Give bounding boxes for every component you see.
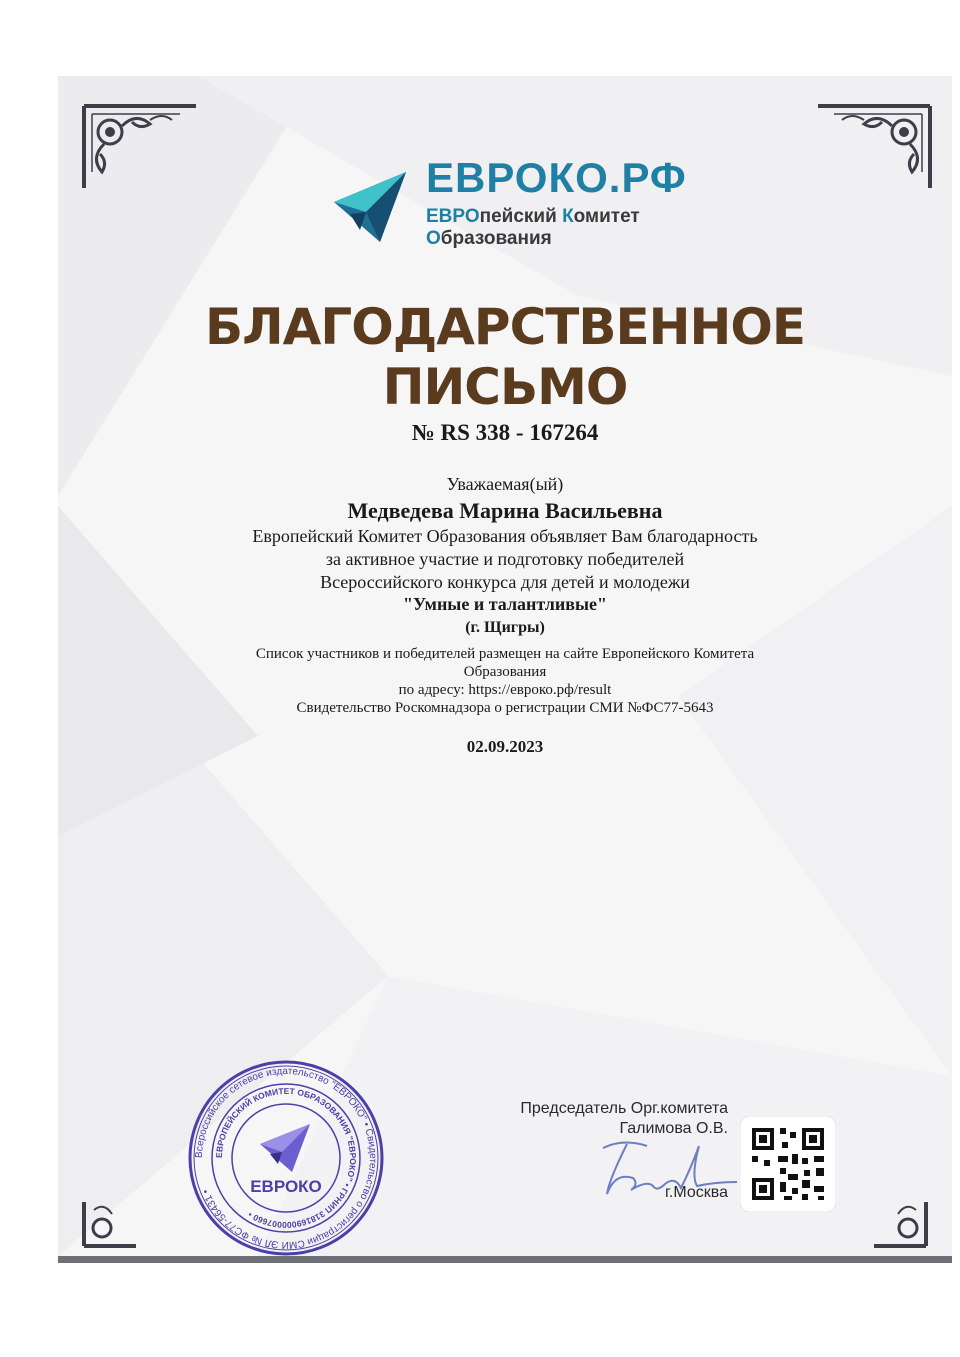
document-date: 02.09.2023 [466,737,544,756]
qr-code-icon[interactable] [740,1116,836,1212]
corner-ornament-bottom-left-icon [80,1198,140,1250]
note-line2: Образования [463,664,547,680]
contest-title: "Умные и талантливые" [402,594,608,614]
logo-subtitle-line1: ЕВРОпейский Комитет [426,206,640,227]
body-text-line3: Всероссийского конкурса для детей и молодежи [320,572,690,592]
document-number: № RS 338 - 167264 [411,420,599,445]
salutation: Уважаемая(ый) [446,474,564,494]
organization-stamp [186,1058,386,1258]
logo-title: ЕВРОКО.РФ [426,154,687,201]
note-line1: Список участников и победителей размещен на сайте Европейского Комитета [255,646,755,662]
body-text-line2: за активное участие и подготовку победителей [325,549,685,569]
logo-subtitle-line2: Образования [426,228,552,249]
signature-city: г.Москва [665,1184,728,1201]
stamp-ring-inner-text: ЕВРОПЕЙСКИЙ КОМИТЕТ ОБРАЗОВАНИЯ "ЕВРОКО" • ГРНИП 318169000007660 • [213,1085,359,1231]
chairman-name: Галимова О.В. [619,1120,728,1137]
document-heading-line1: БЛАГОДАРСТВЕННОЕ [205,298,805,356]
handwritten-signature [583,1134,743,1204]
recipient-name: Медведева Марина Васильевна [347,498,663,523]
evroko-logo [326,154,706,252]
stamp-ring-outer-text: Всероссийское сетевое издательство "ЕВРОКО" • Свидетельство о регистрации СМИ ЭЛ № ФС77-56431 • [193,1065,379,1251]
chairman-role: Председатель Орг.комитета [520,1100,728,1117]
certificate-sheet [58,76,952,1263]
contest-city: (г. Щигры) [465,619,545,636]
document-heading-line2: ПИСЬМО [382,358,628,416]
corner-ornament-top-left-icon [80,102,200,192]
body-text-line1: Европейский Комитет Образования объявляет Вам благодарность [252,526,758,546]
note-line3: по адресу: https://евроко.рф/result [398,682,612,698]
paper-plane-icon [326,168,410,252]
corner-ornament-bottom-right-icon [870,1198,930,1250]
corner-ornament-top-right-icon [814,102,934,192]
stamp-plane-icon [260,1124,310,1172]
note-line4: Свидетельство Роскомнадзора о регистрации СМИ №ФС77-5643 [296,700,714,716]
stamp-center-label: ЕВРОКО [250,1177,322,1196]
